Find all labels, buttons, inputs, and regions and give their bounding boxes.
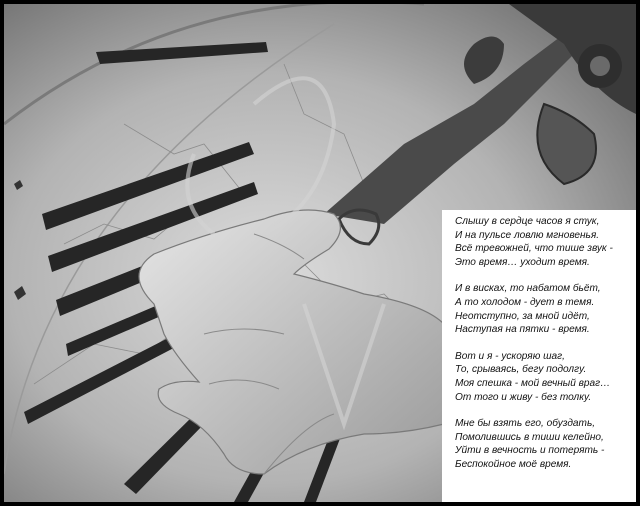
poem-line: Мне бы взять его, обуздать, bbox=[455, 418, 596, 430]
poem-line: Слышу в сердце часов я стук, bbox=[455, 216, 600, 227]
poem-stanza-4 bbox=[455, 417, 630, 471]
poem-line: То, срываясь, бегу подолгу. bbox=[455, 364, 587, 376]
poem-stanza-1 bbox=[455, 215, 630, 269]
poem-stanza-2 bbox=[455, 282, 630, 336]
clock-artwork bbox=[4, 4, 636, 502]
poem-line: И в висках, то набатом бьёт, bbox=[455, 283, 601, 295]
poem-line: Это время… уходит время. bbox=[455, 256, 590, 268]
poem-panel bbox=[442, 210, 636, 502]
poem-line: Помолившись в тиши келейно, bbox=[455, 431, 604, 443]
poem-line: Беспокойное моё время. bbox=[455, 458, 572, 470]
poem-line: От того и живу - без толку. bbox=[455, 391, 592, 403]
poem-line: Неотступно, за мной идёт, bbox=[455, 310, 590, 322]
poem-line: Вот и я - ускоряю шаг, bbox=[455, 350, 565, 362]
poem-line: Моя спешка - мой вечный враг… bbox=[455, 377, 611, 389]
poem-line: Уйти в вечность и потерять - bbox=[455, 445, 605, 457]
poem-line: Всё тревожней, что тише звук - bbox=[455, 243, 613, 255]
poem-stanza-3 bbox=[455, 350, 630, 404]
poem-line: Наступая на пятки - время. bbox=[455, 324, 590, 336]
poem-line: А то холодом - дует в темя. bbox=[455, 296, 595, 308]
poem-line: И на пульсе ловлю мгновенья. bbox=[455, 229, 600, 241]
